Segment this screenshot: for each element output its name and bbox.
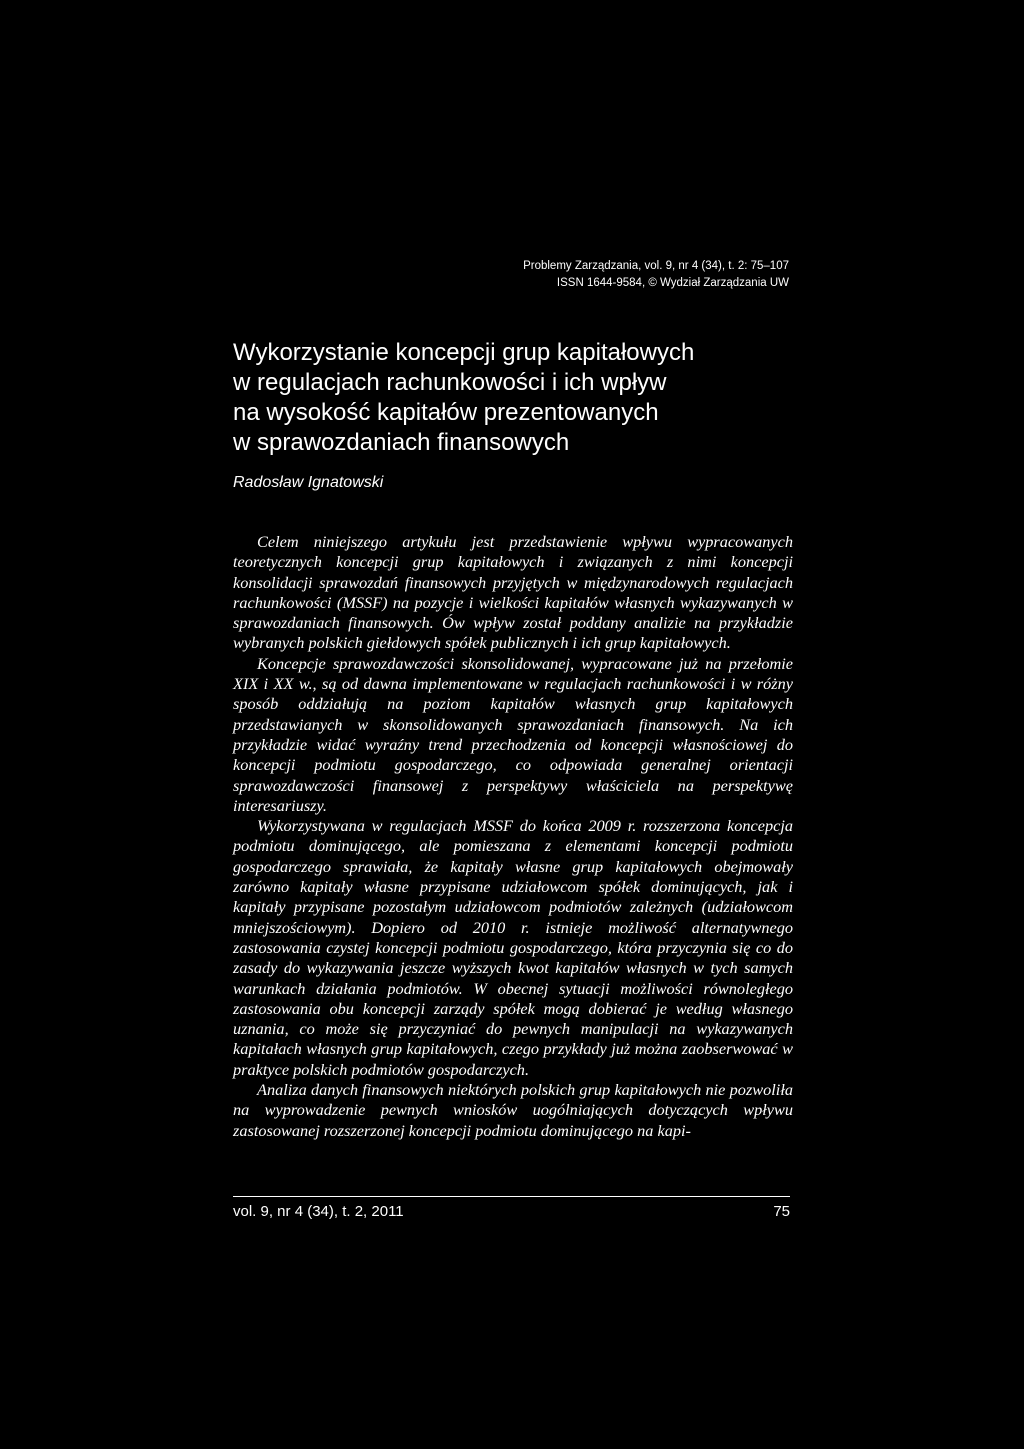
- issn-line: ISSN 1644-9584, © Wydział Zarządzania UW: [556, 277, 789, 289]
- title-line: w regulacjach rachunkowości i ich wpływ: [233, 369, 667, 396]
- footer-divider: [233, 1196, 790, 1197]
- journal-header: [523, 258, 789, 292]
- title-line: w sprawozdaniach finansowych: [233, 429, 570, 456]
- title-line: na wysokość kapitałów prezentowanych: [233, 399, 659, 426]
- abstract-paragraph: Analiza danych finansowych niektórych polskich grup kapitałowych nie pozwoliła na wyprowadzenie pewnych wniosków uogólniających dotyczących wpływu zastosowanej rozszerzonej koncepcji podmiotu dominującego na kapi-: [233, 1080, 793, 1140]
- author-name: Radosław Ignatowski: [233, 474, 384, 491]
- title-line: Wykorzystanie koncepcji grup kapitałowych: [233, 339, 695, 366]
- abstract: [233, 532, 793, 1141]
- journal-citation: Problemy Zarządzania, vol. 9, nr 4 (34), t. 2: 75–107: [523, 260, 789, 272]
- abstract-paragraph: Celem niniejszego artykułu jest przedstawienie wpływu wypracowanych teoretycznych koncepcji grup kapitałowych i związanych z nimi koncepcji konsolidacji sprawozdań finansowych przyjętych w międzynarodowych regulacjach rachunkowości (MSSF) na pozycje i wielkości kapitałów własnych wykazywanych w sprawozdaniach finansowych. Ów wpływ został poddany analizie na przykładzie wybranych polskich giełdowych spółek publicznych i ich grup kapitałowych.: [233, 532, 793, 653]
- abstract-paragraph: Koncepcje sprawozdawczości skonsolidowanej, wypracowane już na przełomie XIX i XX w., są od dawna implementowane w regulacjach rachunkowości i w różny sposób oddziałują na poziom kapitałów własnych grup kapitałowych przedstawianych w skonsolidowanych sprawozdaniach finansowych. Na ich przykładzie widać wyraźny trend przechodzenia od koncepcji własnościowej do koncepcji podmiotu gospodarczego, co odpowiada generalnej orientacji sprawozdawczości finansowej z perspektywy właściciela na perspektywę interesariuszy.: [233, 653, 793, 815]
- article-title: [233, 338, 813, 458]
- abstract-paragraph: Wykorzystywana w regulacjach MSSF do końca 2009 r. rozszerzona koncepcja podmiotu dominującego, ale pomieszana z elementami koncepcji podmiotu gospodarczego sprawiała, że kapitały własne grup kapitałowych obejmowały zarówno kapitały własne przypisane udziałowcom spółek dominujących, jak i kapitały przypisane pozostałym udziałowcom podmiotów zależnych (udziałowcom mniejszościowym). Dopiero od 2010 r. istnieje możliwość alternatywnego zastosowania czystej koncepcji podmiotu gospodarczego, która przyczynia się co do zasady do wykazywania jeszcze wyższych kwot kapitałów własnych w tych samych warunkach działania podmiotów. W obecnej sytuacji możliwości równoległego zastosowania obu koncepcji zarządy spółek mogą dobierać je według własnego uznania, co może się przyczyniać do pewnych manipulacji na wykazywanych kapitałach własnych grup kapitałowych, czego przykłady już można zaobserwować w praktyce polskich podmiotów gospodarczych.: [233, 816, 793, 1079]
- page-number: 75: [773, 1203, 790, 1220]
- footer-issue: vol. 9, nr 4 (34), t. 2, 2011: [233, 1203, 404, 1220]
